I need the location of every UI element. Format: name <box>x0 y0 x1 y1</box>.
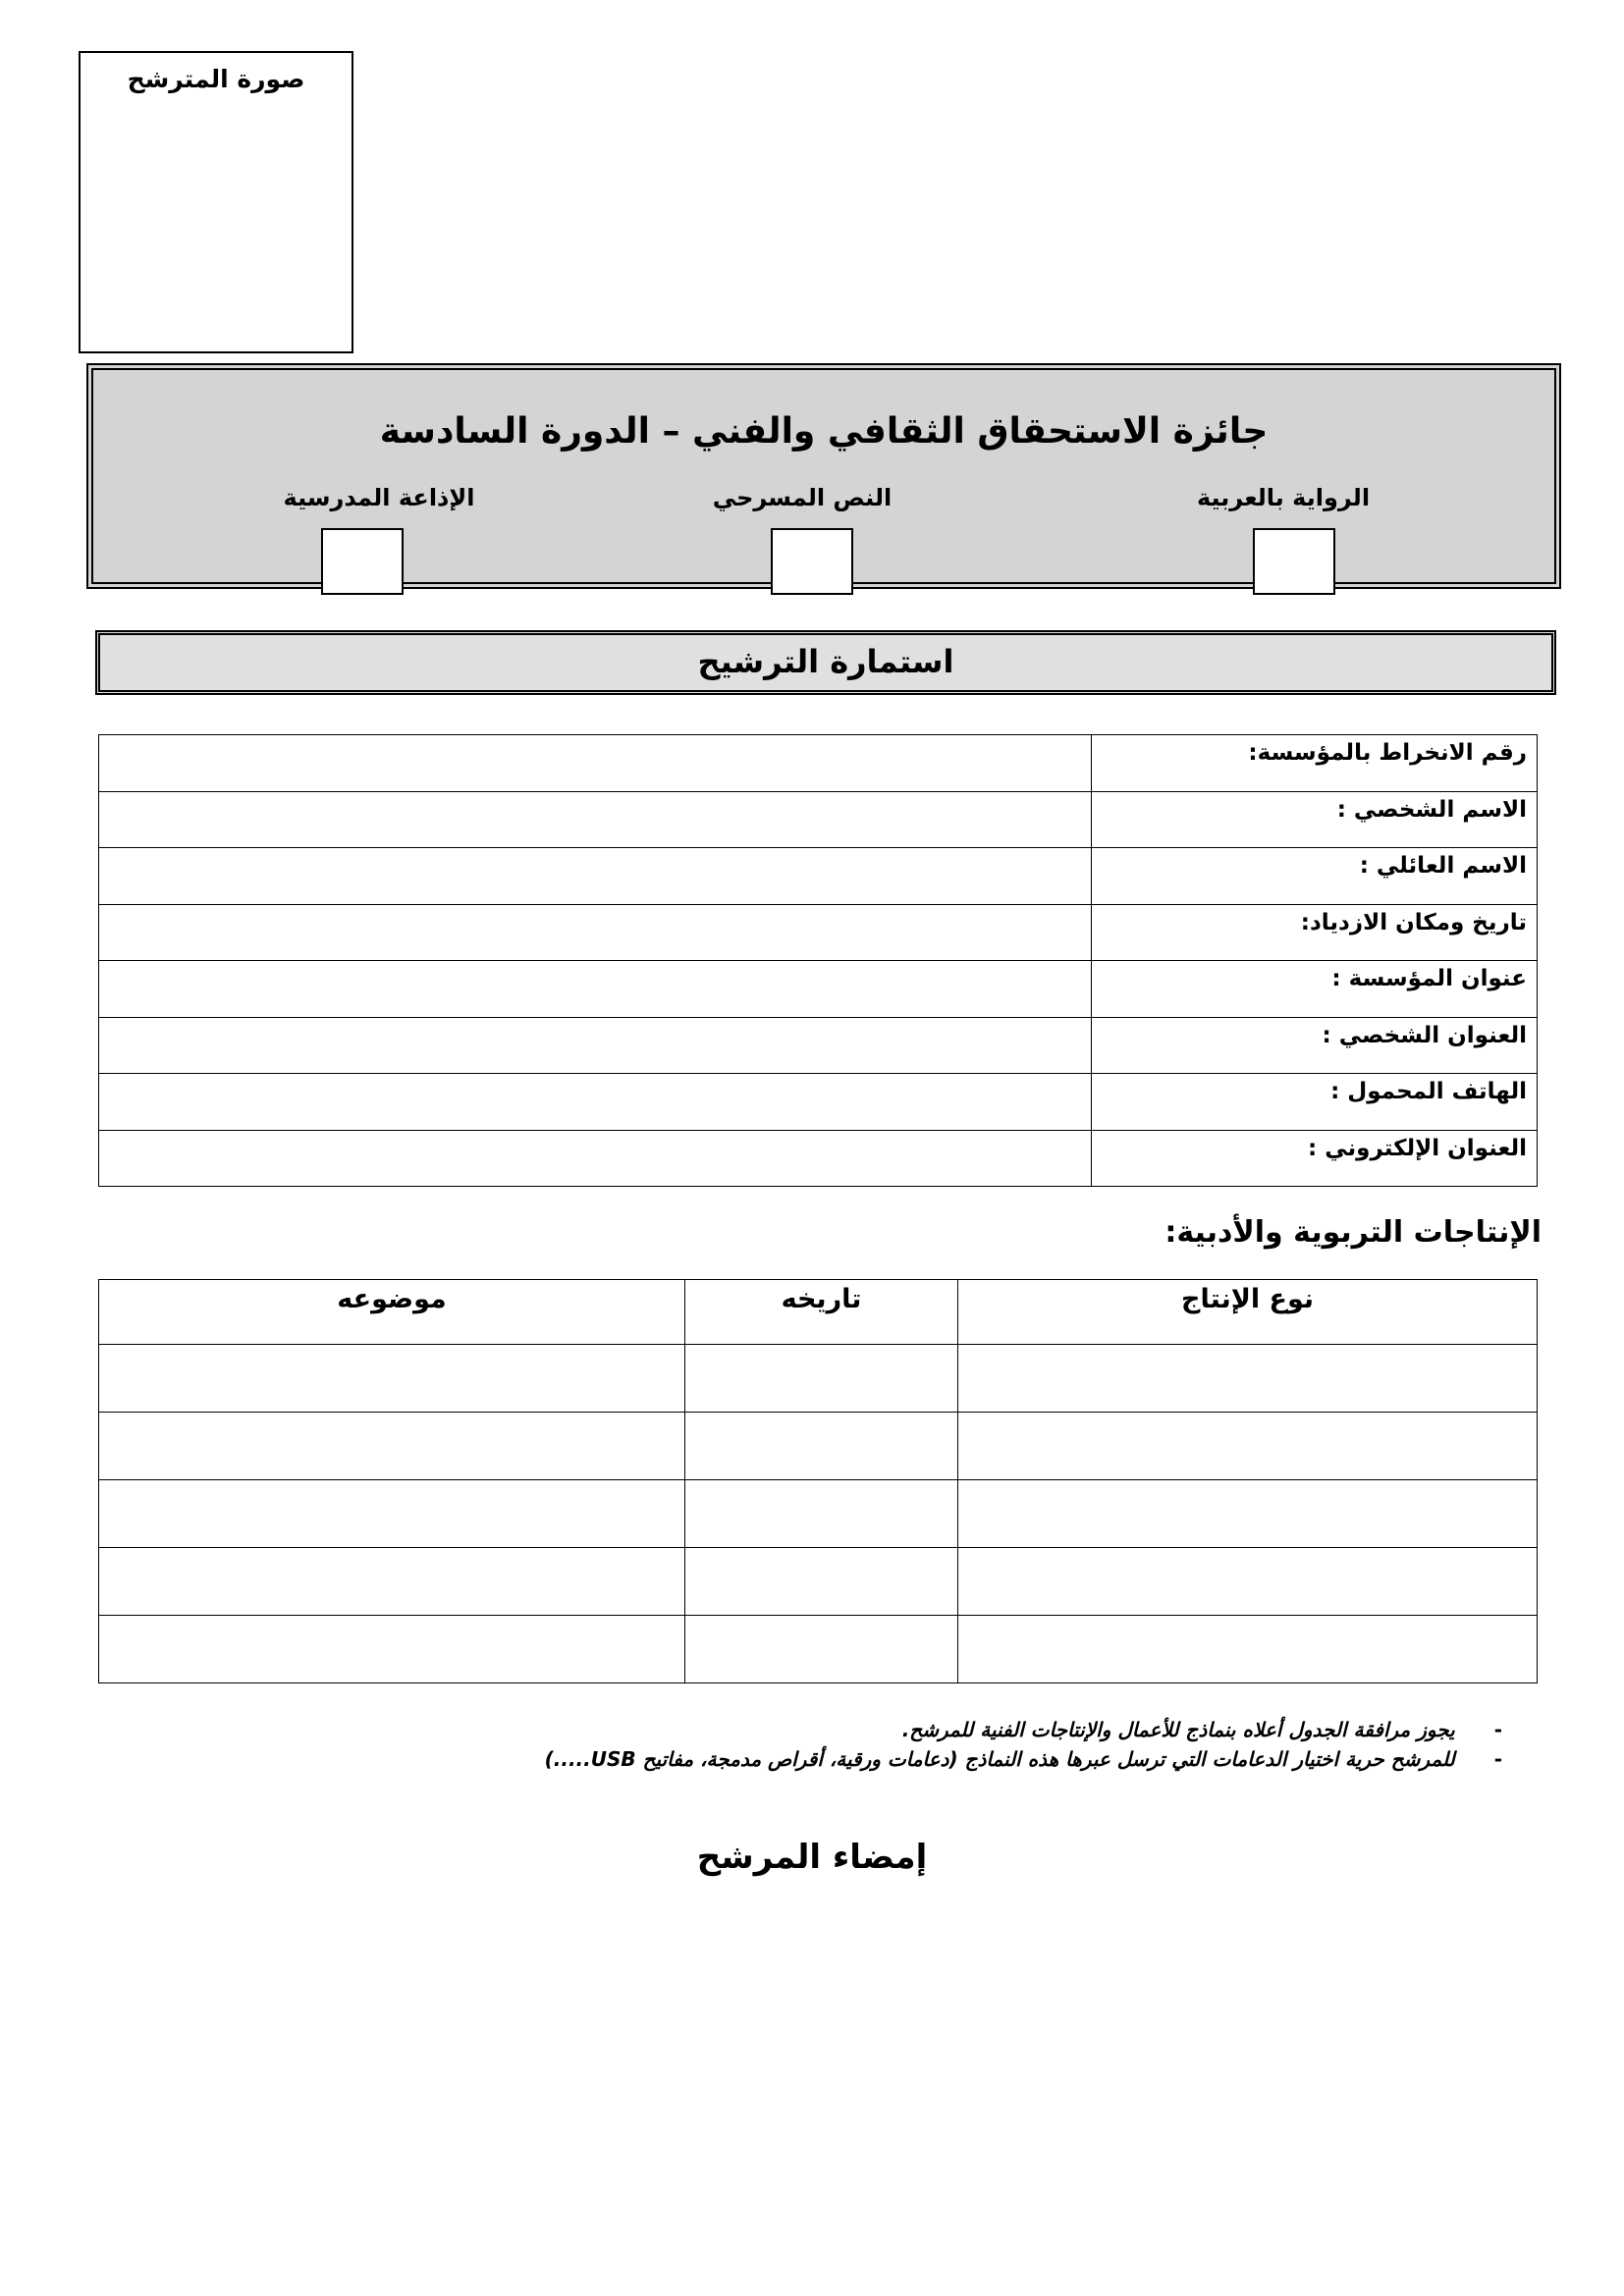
personal-address-field[interactable] <box>99 1017 1092 1074</box>
info-label: العنوان الإلكتروني : <box>1092 1130 1538 1187</box>
note-text: للمرشح حرية اختيار الدعامات التي ترسل عبرها هذه النماذج (دعامات ورقية، أقراص مدمجة، مفاتيح USB.....) <box>544 1747 1455 1771</box>
info-label: الاسم الشخصي : <box>1092 791 1538 848</box>
info-label: تاريخ ومكان الازدياد: <box>1092 904 1538 961</box>
info-row-mobile-phone <box>99 1074 1538 1131</box>
type-cell[interactable] <box>958 1413 1538 1480</box>
info-label: العنوان الشخصي : <box>1092 1017 1538 1074</box>
candidate-photo-box[interactable] <box>79 51 353 353</box>
email-field[interactable] <box>99 1130 1092 1187</box>
info-row-birth-date-place <box>99 904 1538 961</box>
category-checkbox-arabic-novel[interactable] <box>1253 528 1335 595</box>
type-cell[interactable] <box>958 1548 1538 1616</box>
column-header-date: تاريخه <box>685 1280 958 1345</box>
membership-number-field[interactable] <box>99 735 1092 792</box>
type-cell[interactable] <box>958 1480 1538 1548</box>
table-row <box>99 1548 1538 1616</box>
form-title: استمارة الترشيح <box>697 643 954 680</box>
candidate-photo-label: صورة المترشح <box>127 65 305 93</box>
productions-header-row <box>99 1280 1538 1345</box>
date-cell[interactable] <box>685 1345 958 1413</box>
info-row-membership-number <box>99 735 1538 792</box>
first-name-field[interactable] <box>99 791 1092 848</box>
category-label-school-radio: الإذاعة المدرسية <box>283 484 475 511</box>
info-row-institution-address <box>99 961 1538 1018</box>
column-header-subject: موضوعه <box>99 1280 685 1345</box>
note-item <box>902 1718 1502 1741</box>
type-cell[interactable] <box>958 1616 1538 1683</box>
note-item <box>545 1747 1502 1771</box>
table-row <box>99 1345 1538 1413</box>
info-label: رقم الانخراط بالمؤسسة: <box>1092 735 1538 792</box>
note-dash: - <box>1493 1718 1502 1741</box>
subject-cell[interactable] <box>99 1548 685 1616</box>
date-cell[interactable] <box>685 1480 958 1548</box>
note-text: يجوز مرافقة الجدول أعلاه بنماذج للأعمال والإنتاجات الفنية للمرشح. <box>901 1718 1455 1741</box>
productions-table <box>98 1279 1538 1683</box>
table-row <box>99 1413 1538 1480</box>
column-header-type: نوع الإنتاج <box>958 1280 1538 1345</box>
signature-label: إمضاء المرشح <box>696 1838 928 1877</box>
info-row-email <box>99 1130 1538 1187</box>
award-title: جائزة الاستحقاق الثقافي والفني – الدورة السادسة <box>379 411 1269 452</box>
category-label-arabic-novel: الرواية بالعربية <box>1196 484 1371 511</box>
info-row-personal-address <box>99 1017 1538 1074</box>
date-cell[interactable] <box>685 1616 958 1683</box>
table-row <box>99 1480 1538 1548</box>
mobile-phone-field[interactable] <box>99 1074 1092 1131</box>
category-label-theatre-text: النص المسرحي <box>712 484 893 511</box>
birth-date-place-field[interactable] <box>99 904 1092 961</box>
info-label: عنوان المؤسسة : <box>1092 961 1538 1018</box>
type-cell[interactable] <box>958 1345 1538 1413</box>
category-checkbox-school-radio[interactable] <box>321 528 404 595</box>
info-row-first-name <box>99 791 1538 848</box>
info-label: الاسم العائلي : <box>1092 848 1538 905</box>
category-checkbox-theatre-text[interactable] <box>771 528 853 595</box>
award-panel <box>86 363 1561 589</box>
institution-address-field[interactable] <box>99 961 1092 1018</box>
subject-cell[interactable] <box>99 1480 685 1548</box>
subject-cell[interactable] <box>99 1616 685 1683</box>
note-dash: - <box>1493 1747 1502 1771</box>
subject-cell[interactable] <box>99 1413 685 1480</box>
info-label: الهاتف المحمول : <box>1092 1074 1538 1131</box>
candidate-info-table <box>98 734 1538 1187</box>
productions-heading: الإنتاجات التربوية والأدبية: <box>1164 1215 1542 1250</box>
info-row-family-name <box>99 848 1538 905</box>
subject-cell[interactable] <box>99 1345 685 1413</box>
form-title-bar <box>95 630 1556 695</box>
date-cell[interactable] <box>685 1548 958 1616</box>
table-row <box>99 1616 1538 1683</box>
family-name-field[interactable] <box>99 848 1092 905</box>
date-cell[interactable] <box>685 1413 958 1480</box>
